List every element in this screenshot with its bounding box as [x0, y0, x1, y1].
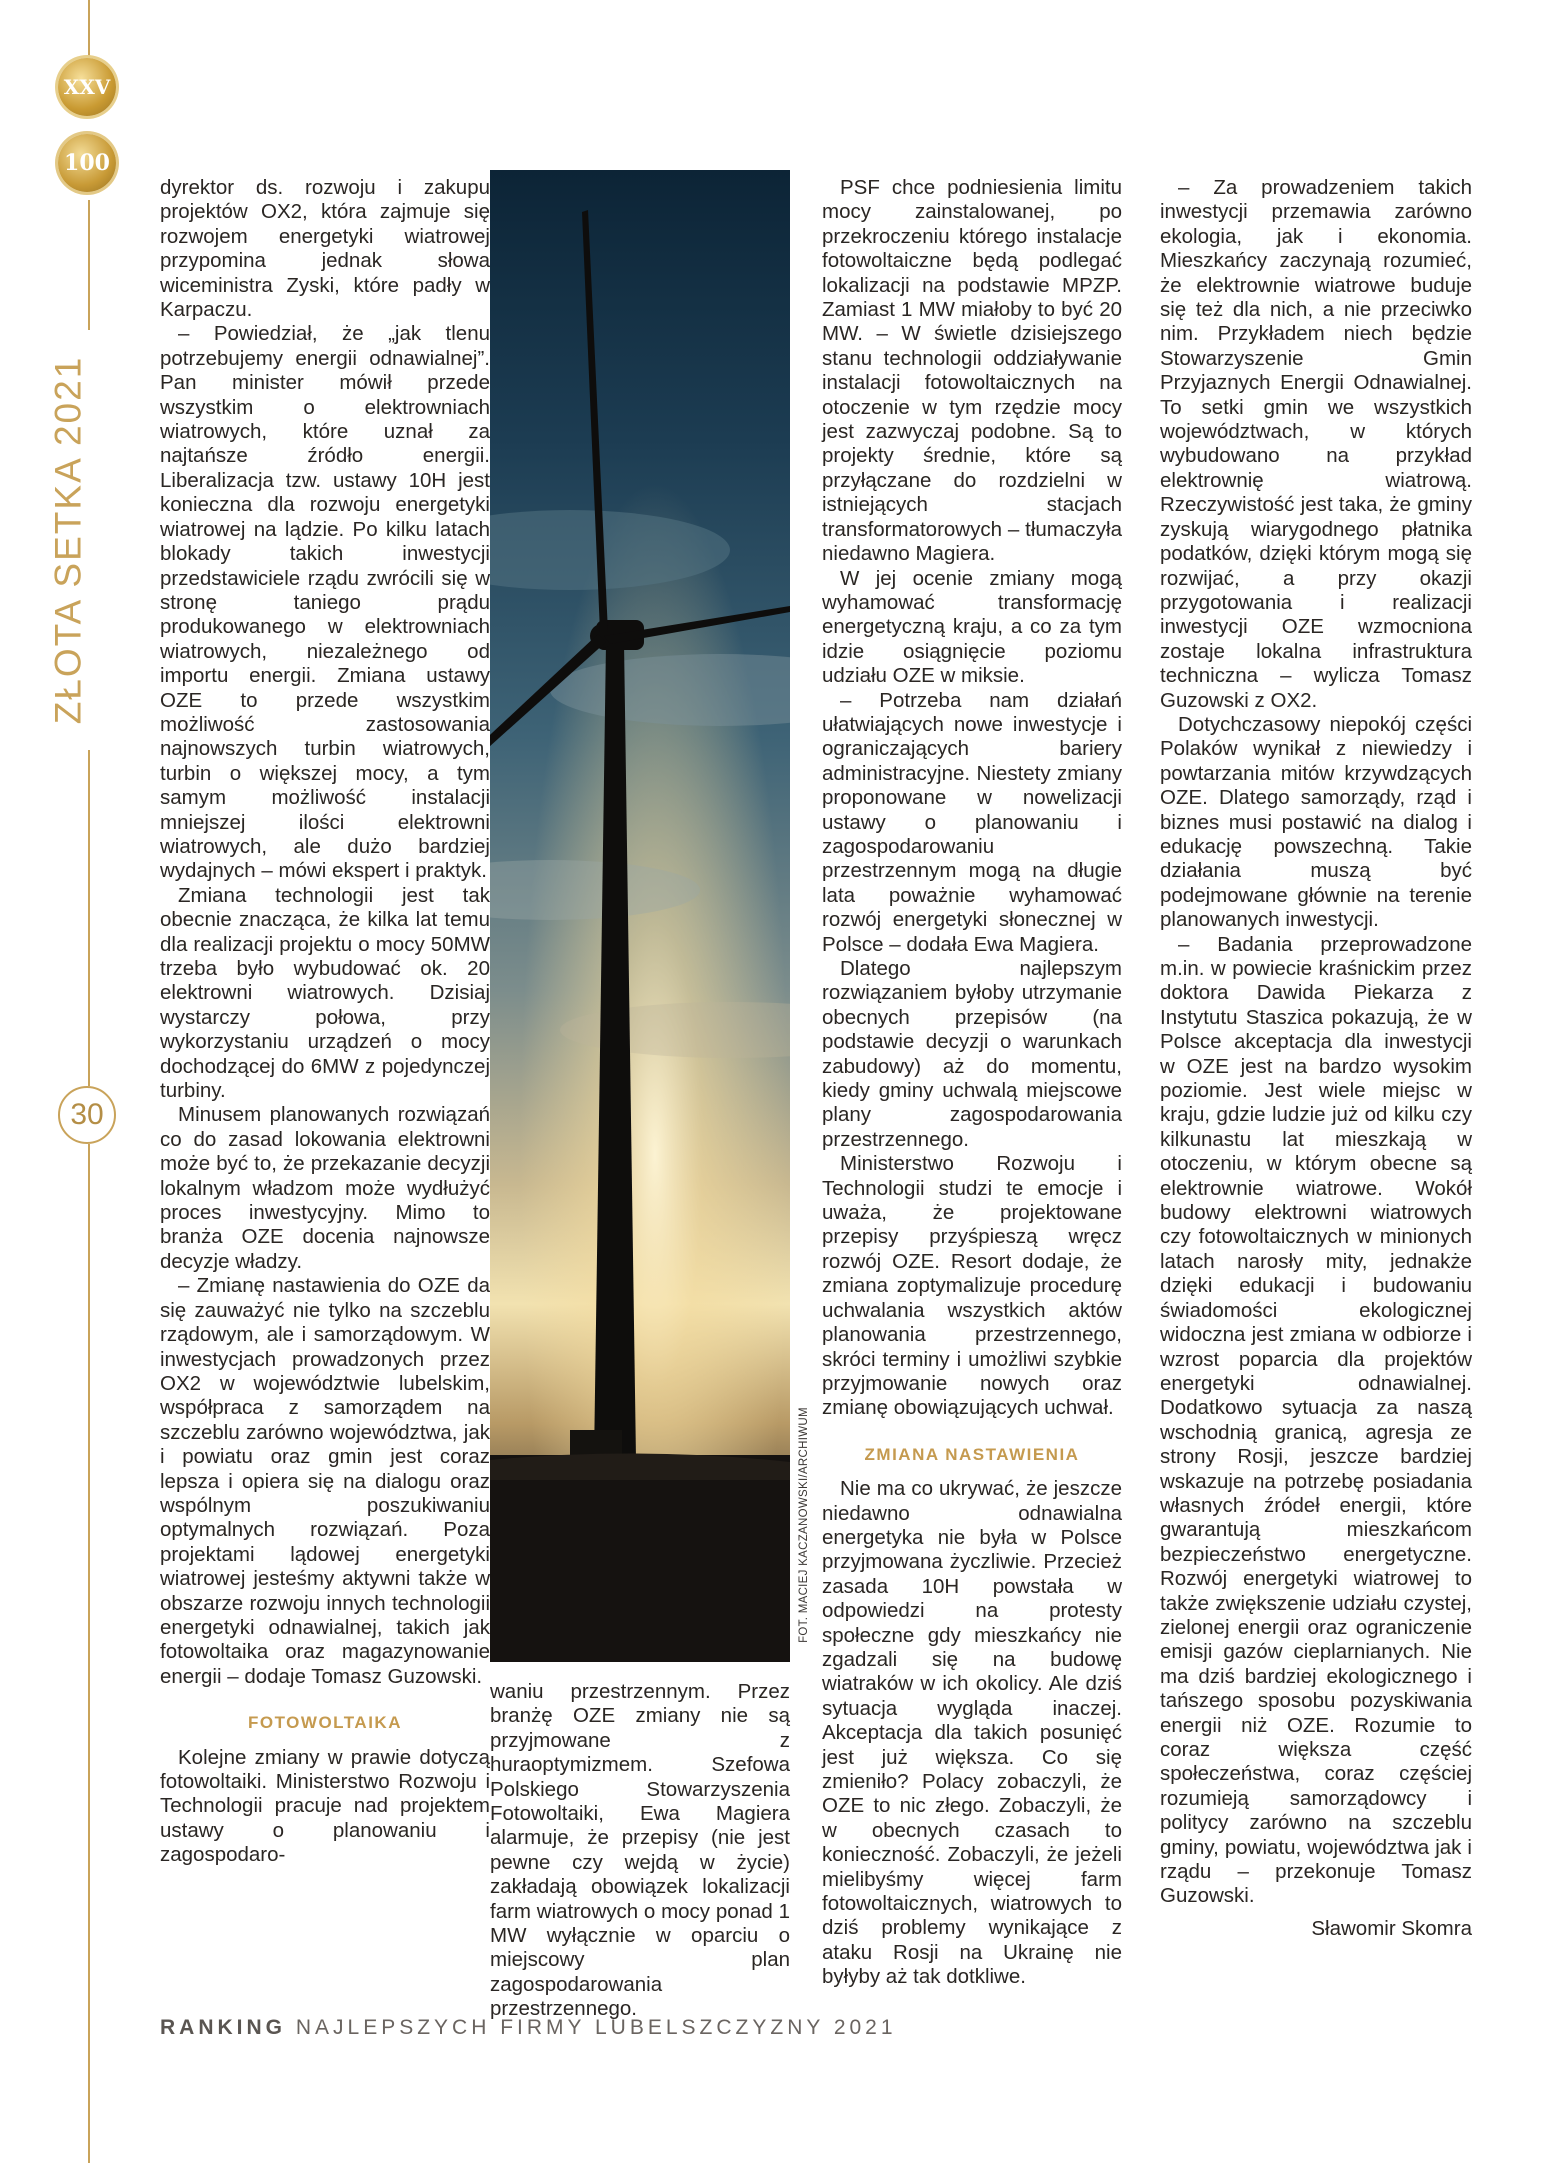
- wind-turbine-image: [490, 170, 790, 1662]
- paragraph: waniu przestrzennym. Przez branżę OZE zmiany nie są przyjmowane z huraoptymizmem. Szefowa Polskiego Stowarzyszenia Fotowoltaiki, Ewa Magiera alarmuje, że przepisy (nie jest pewne czy wejdą w życie) zakładają obowiązek lokalizacji farm wiatrowych o mocy ponad 1 MW wyłącznie w oparciu o miejscowy plan zagospodarowania przestrzennego.: [490, 1680, 790, 2021]
- spine-line-bottom: [88, 1144, 90, 2163]
- spine-title: ZŁOTA SETKA 2021: [47, 355, 89, 725]
- paragraph: Zmiana technologii jest tak obecnie znacząca, że kilka lat temu dla realizacji projektu o mocy 50MW trzeba było wybudować ok. 20 elektrowni wiatrowych. Dzisiaj wystarczy połowa, przy wykorzystaniu urządzeń o mocy dochodzącej do 6MW z pojedynczej turbiny.: [160, 883, 490, 1103]
- paragraph: – Za prowadzeniem takich inwestycji przemawia zarówno ekologia, jak i ekonomia. Mieszkańcy zaczynają rozumieć, że elektrownie wiatrowe buduje się też dla nich, a nie przeciwko nim. Przykładem niech będzie Stowarzyszenie Gmin Przyjaznych Energii Odnawialnej. To setki gmin we wszystkich województwach, w których wybudowano na przykład elektrownię wiatrową. Rzeczywistość jest taka, że gminy zyskują wiarygodnego płatnika podatków, dzięki którym mogą się rozwijać, a przy okazji przygotowania i realizacji inwestycji OZE wzmocniona zostaje lokalna infrastruktura techniczna – wylicza Tomasz Guzowski z OX2.: [1160, 176, 1472, 712]
- paragraph: – Badania przeprowadzone m.in. w powiecie kraśnickim przez doktora Dawida Piekarza z Instytutu Staszica pokazują, że w Polsce akceptacja dla inwestycji w OZE jest na bardzo wysokim poziomie. Jest wiele miejsc w kraju, gdzie ludzie już od kilku czy kilkunastu lat mieszkają w otoczeniu, w którym obecne są elektrownie wiatrowe. Wokół budowy elektrowni wiatrowych czy fotowoltaicznych w minionych latach narosły mity, jednakże dzięki edukacji i budowaniu świadomości ekologicznej widoczna jest zmiana w odbiorze i wzrost poparcia dla projektów energetyki odnawialnej. Dodatkowo sytuacja za naszą wschodnią granicą, agresja ze strony Rosji, jeszcze bardziej wskazuje na potrzebę posiadania własnych źródeł energii, które gwarantują mieszkańcom bezpieczeństwo energetyczne. Rozwój energetyki wiatrowej to także zwiększenie udziału czystej, zielonej energii oraz ograniczenie emisji gazów cieplarnianych. Nie ma dziś bardziej ekologicznego i tańszego sposobu pozyskiwania energii niż OZE. Rozumie to coraz większa część społeczeństwa, coraz częściej rozumieją samorządowcy i politycy zarówno na szczeblu gminy, powiatu, województwa jak i rządu – przekonuje Tomasz Guzowski.: [1160, 932, 1472, 1908]
- paragraph: – Powiedział, że „jak tlenu potrzebujemy energii odnawialnej”. Pan minister mówił przede wszystkim o elektrowniach wiatrowych, które uznał za najtańsze źródło energii. Liberalizacja tzw. ustawy 10H jest konieczna dla rozwoju energetyki wiatrowej na lądzie. Po kilku latach blokady takich inwestycji przedstawiciele rządu zwrócili się w stronę taniego prądu produkowanego w elektrowniach wiatrowych, niezależnego od importu energii. Zmiana ustawy OZE to przede wszystkim możliwość zastosowania najnowszych turbin wiatrowych, turbin o większej mocy, a tym samym możliwość instalacji mniejszej ilości elektrowni wiatrowych, ale dużo bardziej wydajnych – mówi ekspert i praktyk.: [160, 322, 490, 883]
- article-column-1: [160, 176, 490, 1868]
- paragraph: Dotychczasowy niepokój części Polaków wynikał z niewiedzy i powtarzania mitów krzywdzących OZE. Dlatego samorządy, rząd i biznes musi postawić na dialog i edukację powszechną. Takie działania muszą być podejmowane głównie na terenie planowanych inwestycji.: [1160, 712, 1472, 932]
- article-column-2: [490, 1680, 790, 2022]
- article-column-3: [822, 176, 1122, 1990]
- paragraph: – Zmianę nastawienia do OZE da się zauważyć nie tylko na szczeblu rządowym, ale i samorządowym. W inwestycjach prowadzonych przez OX2 w województwie lubelskim, współpraca z samorządem na szczeblu zarówno województwa, jak i powiatu oraz gmin jest coraz lepsza i opiera się na dialogu oraz wspólnym poszukiwaniu optymalnych rozwiązań. Poza projektami lądowej energetyki wiatrowej jesteśmy aktywni także w obszarze rozwoju innych technologii energetyki odnawialnej, takich jak fotowoltaika oraz magazynowanie energii – dodaje Tomasz Guzowski.: [160, 1274, 490, 1688]
- paragraph: Ministerstwo Rozwoju i Technologii studzi te emocje i uważa, że projektowane przepisy przyśpieszą wręcz rozwój OZE. Resort dodaje, że zmiana zoptymalizuje procedurę uchwalania wszystkich aktów planowania przestrzennego, skróci terminy i umożliwi szybkie przyjmowanie nowych oraz zmianę obowiązujących uchwał.: [822, 1152, 1122, 1420]
- paragraph: W jej ocenie zmiany mogą wyhamować transformację energetyczną kraju, a co za tym idzie osiągnięcie poziomu udziału OZE w miksie.: [822, 566, 1122, 688]
- paragraph: Kolejne zmiany w prawie dotyczą fotowoltaiki. Ministerstwo Rozwoju i Technologii pracuje nad projektem ustawy o planowaniu i zagospodaro-: [160, 1745, 490, 1867]
- article-column-4: [1160, 176, 1472, 1941]
- page-footer: [160, 2016, 897, 2040]
- top-100-badge: 100: [58, 134, 116, 192]
- wind-turbine-photo: [490, 170, 790, 1662]
- spine-line-mid: [88, 200, 90, 330]
- page-number: 30: [58, 1086, 116, 1144]
- paragraph: Minusem planowanych rozwiązań co do zasad lokowania elektrowni może być to, że przekazanie decyzji lokalnym władzom może wydłużyć proces inwestycyjny. Mimo to branża OZE docenia najnowsze decyzje władzy.: [160, 1103, 490, 1273]
- photo-credit: FOT. MACIEJ KACZANOWSKI/ARCHIWUM: [798, 1407, 810, 1643]
- section-heading: FOTOWOLTAIKA: [248, 1713, 402, 1733]
- paragraph: Dlatego najlepszym rozwiązaniem byłoby utrzymanie obecnych przepisów (na podstawie decyzji o warunkach zabudowy) aż do momentu, kiedy gminy uchwalą miejscowe plany zagospodarowania przestrzennego.: [822, 957, 1122, 1151]
- spine-line-top: [88, 0, 90, 56]
- author-signature: Sławomir Skomra: [1311, 1916, 1472, 1940]
- anniversary-badge: XXV: [58, 58, 116, 116]
- footer-ranking: RANKING: [160, 2016, 286, 2039]
- paragraph: Nie ma co ukrywać, że jeszcze niedawno odnawialna energetyka nie była w Polsce przyjmowana życzliwie. Przecież zasada 10H powstała w odpowiedzi na protesty społeczne gdy mieszkańcy nie zgadzali się na budowę wiatraków w ich okolicy. Ale dziś sytuacja wygląda inaczej. Akceptacja dla takich posunięć jest już większa. Co się zmieniło? Polacy zobaczyli, że OZE to nic złego. Zobaczyli, że w obecnych czasach to konieczność. Zobaczyli, że jeżeli mielibyśmy więcej farm fotowoltaicznych, wiatrowych to dziś problemy wynikające z ataku Rosji na Ukrainę nie byłyby aż tak dotkliwe.: [822, 1477, 1122, 1989]
- paragraph: – Potrzeba nam działań ułatwiających nowe inwestycje i ograniczających bariery administracyjne. Niestety zmiany proponowane w nowelizacji ustawy o planowaniu i zagospodarowaniu przestrzennym mogą na długie lata poważnie wyhamować rozwój energetyki słonecznej w Polsce – dodała Ewa Magiera.: [822, 688, 1122, 956]
- paragraph: dyrektor ds. rozwoju i zakupu projektów OX2, która zajmuje się rozwojem energetyki wiatrowej przypomina jednak słowa wiceministra Zyski, które padły w Karpaczu.: [160, 176, 490, 322]
- section-heading: ZMIANA NASTAWIENIA: [864, 1444, 1080, 1464]
- footer-text: NAJLEPSZYCH FIRMY LUBELSZCZYZNY 2021: [295, 2016, 897, 2039]
- paragraph: PSF chce podniesienia limitu mocy zainstalowanej, po przekroczeniu którego instalacje fotowoltaiczne będą podlegać lokalizacji na podstawie MPZP. Zamiast 1 MW miałoby to być 20 MW. – W świetle dzisiejszego stanu technologii oddziaływanie instalacji fotowoltaicznych na otoczenie w tym rzędzie mocy jest zazwyczaj podobne. Są to projekty średnie, które są przyłączane do rozdzielni w istniejących stacjach transformatorowych – tłumaczyła niedawno Magiera.: [822, 176, 1122, 566]
- spine-line-lower: [88, 750, 90, 1086]
